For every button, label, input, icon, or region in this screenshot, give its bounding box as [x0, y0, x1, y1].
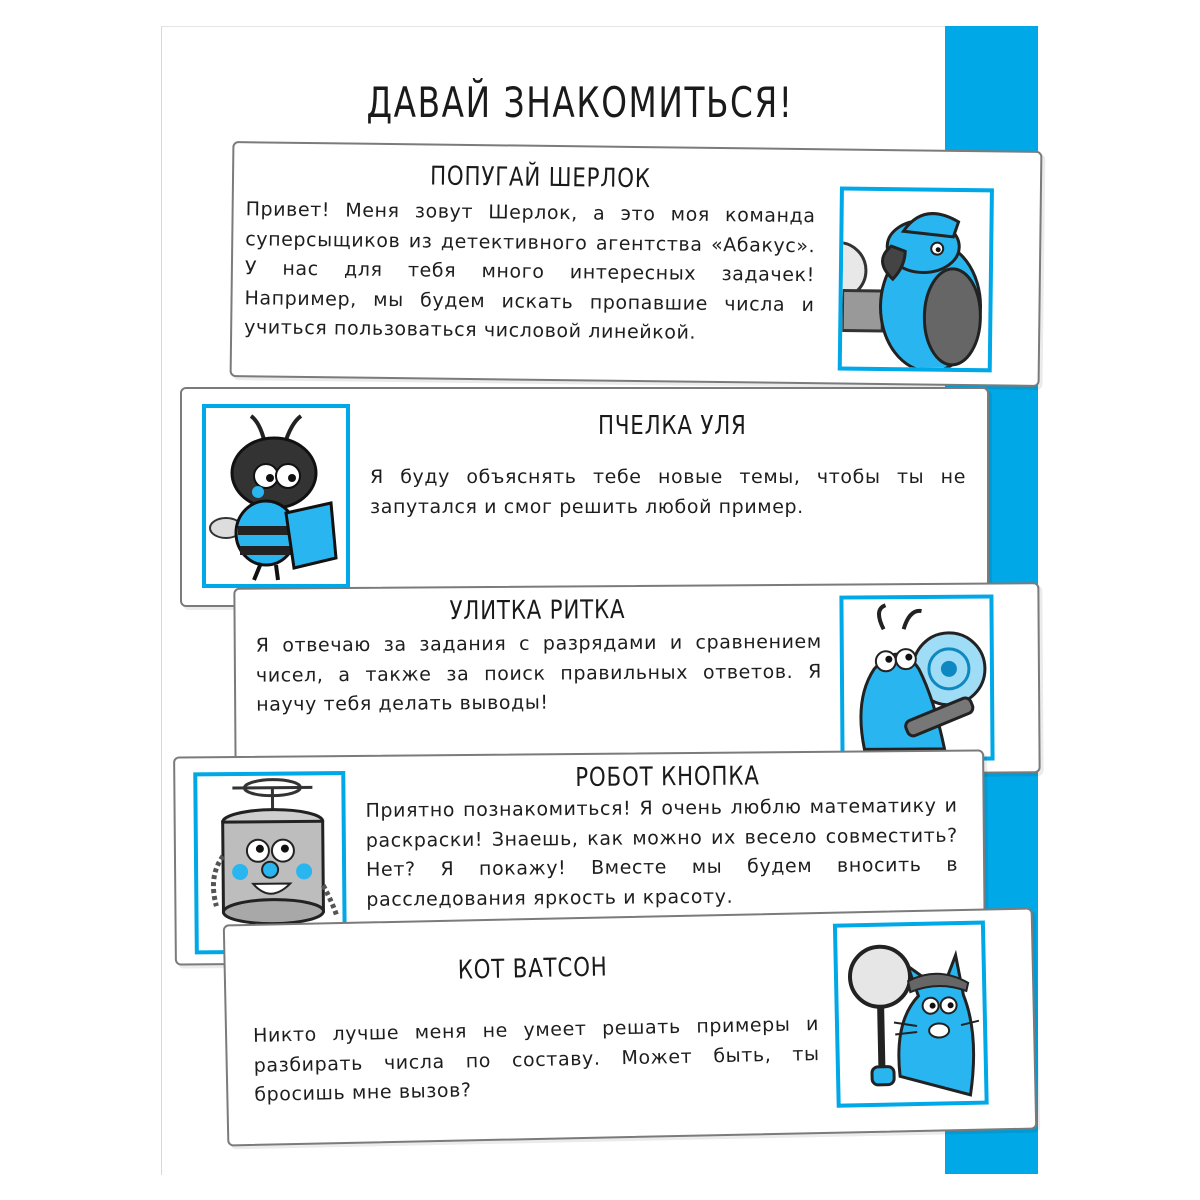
card-cat: [223, 908, 1037, 1147]
page-title: ДАВАЙ ЗНАКОМИТЬСЯ!: [366, 78, 794, 127]
card-text: Приятно познакомиться! Я очень люблю математику и раскраски! Знаешь, как можно их весело совместить? Нет? Я покажу! Вместе мы будем вносить в расследования яркость и красоту.: [365, 794, 959, 911]
card-text: Никто лучше меня не умеет решать примеры и разбирать числа по составу. Может быть, ты бросишь мне вызов?: [252, 1013, 820, 1106]
card-name: КОТ ВАТСОН: [457, 952, 608, 986]
card-name: ПЧЕЛКА УЛЯ: [598, 411, 747, 441]
card-name: РОБОТ КНОПКА: [575, 761, 760, 794]
bee-icon: [202, 404, 350, 588]
snail-icon: [839, 595, 994, 762]
card-text: Привет! Меня зовут Шерлок, а это моя команда суперсыщиков из детективного агентства «Абакус». У нас для тебя много интересных задачек! Например, мы будем искать пропавшие числа и учиться пользоваться числовой линейкой.: [244, 198, 816, 344]
card-name: ПОПУГАЙ ШЕРЛОК: [429, 161, 651, 195]
card-text: Я отвечаю за задания с разрядами и сравнением чисел, а также за поиск правильных ответов. Я научу тебя делать выводы!: [255, 630, 823, 716]
cat-icon: [833, 921, 989, 1108]
parrot-icon: [838, 186, 994, 372]
card-name: УЛИТКА РИТКА: [449, 595, 626, 627]
card-parrot: [230, 141, 1043, 387]
card-text: Я буду объяснять тебе новые темы, чтобы ты не запутался и смог решить любой пример.: [370, 466, 966, 518]
card-bee: [180, 387, 989, 607]
